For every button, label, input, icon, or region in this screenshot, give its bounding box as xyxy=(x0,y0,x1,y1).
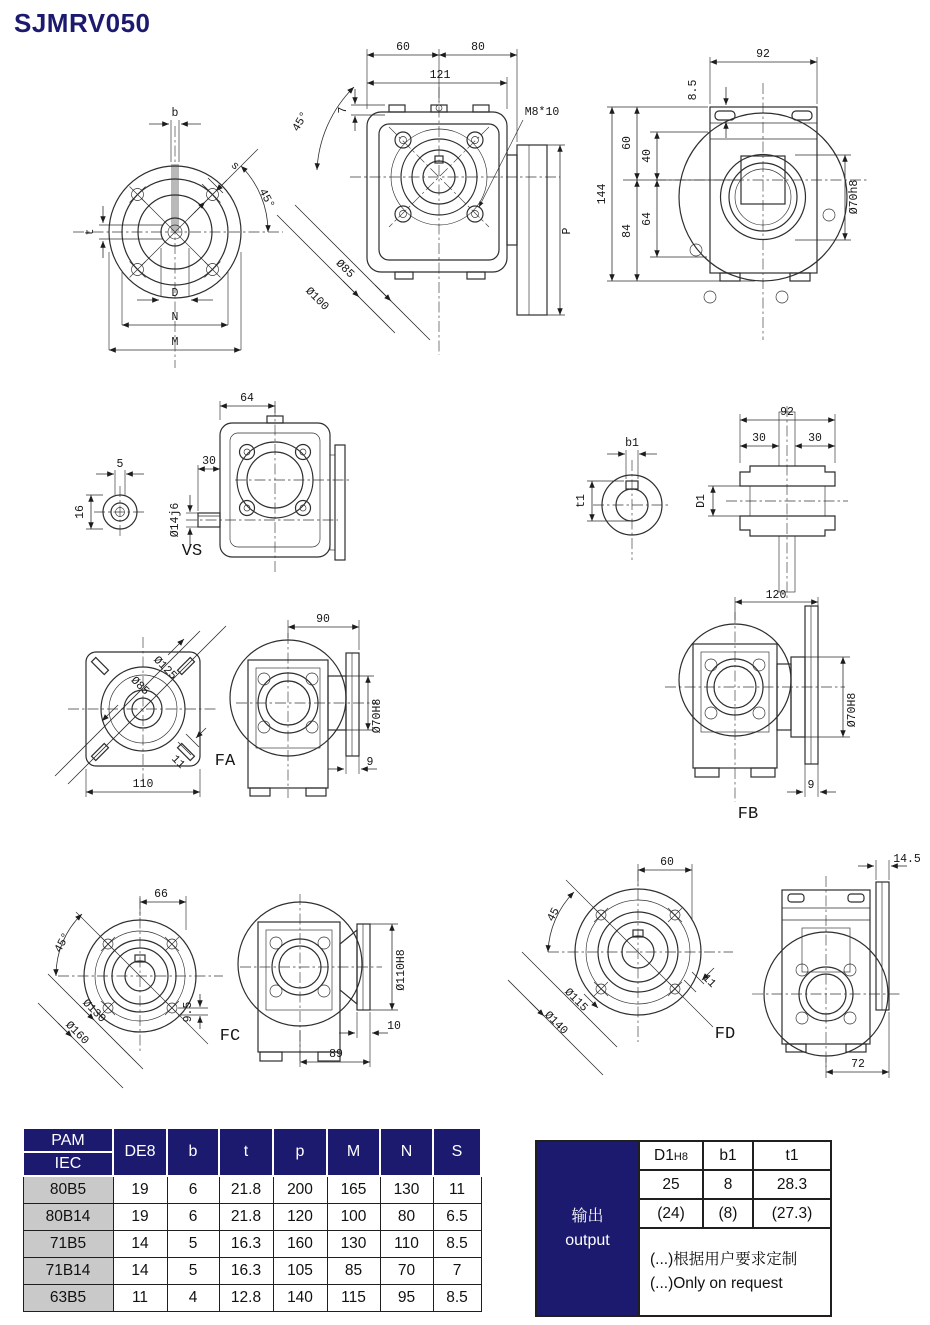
dim-120: 120 xyxy=(765,589,787,602)
dim-11-fd: 11 xyxy=(699,971,719,991)
table-row xyxy=(23,1285,481,1312)
dim-b1: b1 xyxy=(625,437,639,450)
col-header-p: p xyxy=(273,1128,327,1176)
col-header-b1: b1 xyxy=(703,1141,753,1170)
dim-M: M xyxy=(171,336,179,349)
view-fd xyxy=(488,852,763,1102)
view-section xyxy=(690,400,930,605)
dim-144: 144 xyxy=(596,183,609,205)
cell: 11 xyxy=(433,1176,481,1204)
pam-iec-corner xyxy=(23,1128,113,1176)
key-circle-geometry xyxy=(593,460,671,560)
pam-label: PAM xyxy=(24,1130,112,1153)
dim-16: 16 xyxy=(74,505,87,519)
cell: 16.3 xyxy=(219,1258,273,1285)
side-dimensions xyxy=(596,48,861,281)
dim-5: 5 xyxy=(116,458,124,471)
fb-label: FB xyxy=(737,805,759,824)
dim-thread-m8: M8*10 xyxy=(524,106,560,119)
dim-dia110h8: Ø110H8 xyxy=(395,949,408,991)
output-label-cn: 输出 xyxy=(571,1207,604,1225)
dim-9-fb: 9 xyxy=(807,779,815,792)
view-fb xyxy=(645,589,930,837)
cell: 8 xyxy=(703,1170,753,1199)
dim-45deg-fc: 45° xyxy=(52,930,74,956)
dim-110: 110 xyxy=(132,778,154,791)
side-geometry xyxy=(655,83,867,340)
cell: 12.8 xyxy=(219,1285,273,1312)
cell: 19 xyxy=(113,1204,167,1231)
vs-geometry xyxy=(94,486,146,538)
view-side xyxy=(595,35,930,365)
dim-dia14j6: Ø14j6 xyxy=(169,502,182,538)
row-label: 71B5 xyxy=(23,1231,113,1258)
view-fd-side xyxy=(742,852,930,1092)
col-header-b: b xyxy=(167,1128,219,1176)
cell: 130 xyxy=(380,1176,433,1204)
dim-45deg: 45° xyxy=(255,186,277,212)
col-header-m: M xyxy=(327,1128,380,1176)
rear-geometry xyxy=(186,405,350,573)
dim-64b: 64 xyxy=(641,212,654,226)
cell: 14 xyxy=(113,1258,167,1285)
input-flange-dimensions xyxy=(84,107,277,350)
fc-dimensions xyxy=(38,888,240,1088)
table-row xyxy=(23,1204,481,1231)
cell: 80 xyxy=(380,1204,433,1231)
output-label-cell xyxy=(536,1141,639,1316)
cell: 6 xyxy=(167,1176,219,1204)
cell: 8.5 xyxy=(433,1285,481,1312)
cell: 85 xyxy=(327,1258,380,1285)
cell: 115 xyxy=(327,1285,380,1312)
dim-30: 30 xyxy=(202,455,216,468)
dim-40: 40 xyxy=(641,149,654,163)
view-rear xyxy=(150,385,490,605)
d1-main: D1 xyxy=(654,1146,674,1164)
dim-dia85: Ø85 xyxy=(332,257,357,282)
cell: 11 xyxy=(113,1285,167,1312)
cell: 6 xyxy=(167,1204,219,1231)
dim-b: b xyxy=(171,107,179,120)
view-front xyxy=(255,35,600,365)
cell: 5 xyxy=(167,1231,219,1258)
row-label: 80B5 xyxy=(23,1176,113,1204)
fb-dimensions xyxy=(735,589,859,824)
dim-90: 90 xyxy=(316,613,330,626)
front-dimensions xyxy=(277,41,574,340)
cell: 21.8 xyxy=(219,1176,273,1204)
view-fc-side xyxy=(232,852,447,1092)
cell: 200 xyxy=(273,1176,327,1204)
cell: 120 xyxy=(273,1204,327,1231)
dim-60: 60 xyxy=(396,41,410,54)
fc-side-geometry xyxy=(238,894,382,1064)
pam-iec-table xyxy=(22,1127,482,1312)
dim-30-right: 30 xyxy=(808,432,822,445)
output-table xyxy=(535,1140,832,1317)
page-title: SJMRV050 xyxy=(14,8,151,38)
col-header-de8: DE8 xyxy=(113,1128,167,1176)
dim-92-section: 92 xyxy=(780,406,794,419)
dim-D1: D1 xyxy=(695,494,708,508)
cell: 8.5 xyxy=(433,1231,481,1258)
front-geometry xyxy=(350,87,560,355)
cell: 28.3 xyxy=(753,1170,831,1199)
cell: 21.8 xyxy=(219,1204,273,1231)
cell: 6.5 xyxy=(433,1204,481,1231)
row-label: 80B14 xyxy=(23,1204,113,1231)
cell: 4 xyxy=(167,1285,219,1312)
col-header-d1h8 xyxy=(639,1141,703,1170)
view-fa-side xyxy=(228,598,478,808)
col-header-t: t xyxy=(219,1128,273,1176)
dim-dia160: Ø160 xyxy=(62,1018,92,1048)
cell: 110 xyxy=(380,1231,433,1258)
cell: 165 xyxy=(327,1176,380,1204)
dim-30-left: 30 xyxy=(752,432,766,445)
table-row xyxy=(23,1258,481,1285)
note-line-cn: (...)根据用户要求定制 xyxy=(650,1250,798,1268)
dim-dia125: Ø125 xyxy=(150,653,180,683)
dim-60b: 60 xyxy=(621,136,634,150)
cell: (8) xyxy=(703,1199,753,1228)
cell: 95 xyxy=(380,1285,433,1312)
cell: 105 xyxy=(273,1258,327,1285)
view-key-circle xyxy=(575,430,695,580)
input-flange-geometry xyxy=(73,126,283,368)
dim-14p5: 14.5 xyxy=(893,853,921,866)
dim-64: 64 xyxy=(240,392,254,405)
dim-dia85-fa: Ø85 xyxy=(127,674,152,699)
dim-60-fd: 60 xyxy=(660,856,674,869)
cell: 70 xyxy=(380,1258,433,1285)
cell: 19 xyxy=(113,1176,167,1204)
dim-11-fa: 11 xyxy=(168,752,188,772)
dim-7: 7 xyxy=(337,106,350,114)
table-row xyxy=(23,1176,481,1204)
d1-sub: H8 xyxy=(673,1150,688,1163)
vs-label: VS xyxy=(181,542,203,561)
dim-45-fd: 45 xyxy=(544,905,563,924)
dim-84: 84 xyxy=(621,224,634,238)
dim-121: 121 xyxy=(429,69,451,82)
dim-P: P xyxy=(561,227,574,235)
cell: 25 xyxy=(639,1170,703,1199)
dim-t1: t1 xyxy=(575,494,588,508)
row-label: 63B5 xyxy=(23,1285,113,1312)
cell: 14 xyxy=(113,1231,167,1258)
cell: 100 xyxy=(327,1204,380,1231)
dim-N: N xyxy=(171,311,179,324)
dim-dia115: Ø115 xyxy=(561,985,591,1015)
output-note-cell xyxy=(639,1228,831,1316)
section-dimensions xyxy=(695,406,835,516)
output-header-row xyxy=(536,1141,831,1170)
dim-front-45deg: 45° xyxy=(290,109,312,134)
fc-label: FC xyxy=(219,1027,241,1046)
cell: (27.3) xyxy=(753,1199,831,1228)
table-row xyxy=(23,1231,481,1258)
dim-8p5: 8.5 xyxy=(687,79,700,101)
col-header-n: N xyxy=(380,1128,433,1176)
col-header-s: S xyxy=(433,1128,481,1176)
fd-geometry xyxy=(548,870,736,1044)
fa-side-geometry xyxy=(230,633,378,798)
dim-66: 66 xyxy=(154,888,168,901)
output-label-en: output xyxy=(565,1231,610,1249)
cell: 7 xyxy=(433,1258,481,1285)
cell: 5 xyxy=(167,1258,219,1285)
dim-t: t xyxy=(84,228,97,236)
rear-dimensions xyxy=(169,392,275,545)
cell: 130 xyxy=(327,1231,380,1258)
fa-label: FA xyxy=(214,752,236,771)
cell: 160 xyxy=(273,1231,327,1258)
dim-s: s xyxy=(227,159,242,174)
fa-side-dimensions xyxy=(288,613,384,774)
dim-dia100: Ø100 xyxy=(302,284,332,314)
col-header-t1: t1 xyxy=(753,1141,831,1170)
dim-dia140: Ø140 xyxy=(541,1008,571,1038)
dim-89: 89 xyxy=(329,1048,343,1061)
dim-dia70h8: Ø70h8 xyxy=(848,179,861,215)
pam-header-row xyxy=(23,1128,481,1176)
row-label: 71B14 xyxy=(23,1258,113,1285)
dim-80: 80 xyxy=(471,41,485,54)
cell: 140 xyxy=(273,1285,327,1312)
dim-72: 72 xyxy=(851,1058,865,1071)
dim-dia70h8-fa: Ø70H8 xyxy=(371,698,384,734)
fd-label: FD xyxy=(714,1025,736,1044)
fd-dimensions xyxy=(508,856,735,1075)
note-line-en: (...)Only on request xyxy=(650,1275,783,1292)
dim-10: 10 xyxy=(387,1020,401,1033)
dim-dia70h8-fb: Ø70H8 xyxy=(846,692,859,728)
dim-92: 92 xyxy=(756,48,770,61)
dim-D: D xyxy=(171,287,179,300)
iec-label: IEC xyxy=(54,1155,82,1172)
dim-9-fa: 9 xyxy=(366,756,374,769)
section-geometry xyxy=(726,406,848,598)
cell: (24) xyxy=(639,1199,703,1228)
fd-side-geometry xyxy=(752,876,902,1067)
cell: 16.3 xyxy=(219,1231,273,1258)
dim-9p5: 9.5 xyxy=(182,1001,195,1023)
dim-dia130: Ø130 xyxy=(79,996,109,1026)
